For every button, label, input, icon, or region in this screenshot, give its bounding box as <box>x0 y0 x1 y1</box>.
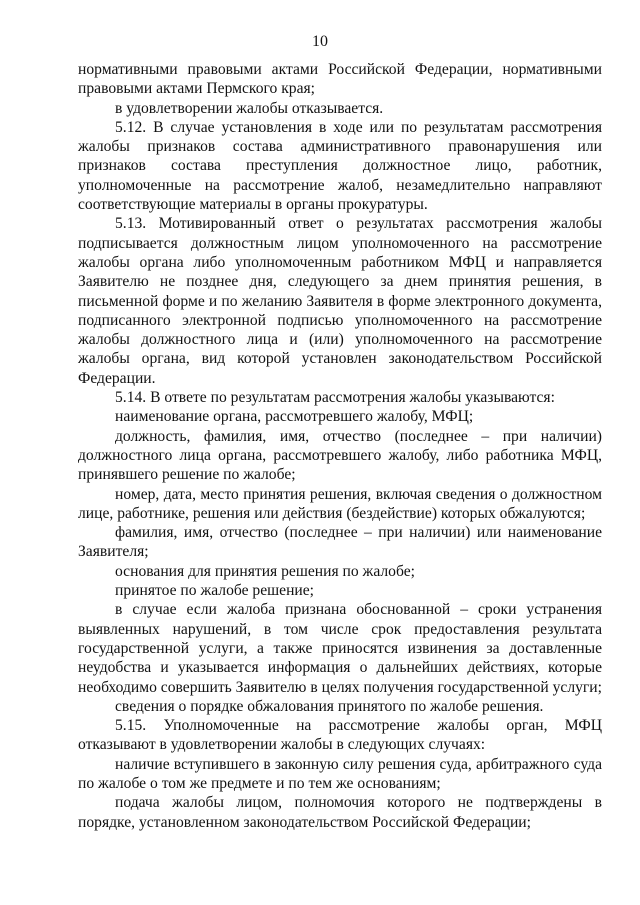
paragraph-5-14: 5.14. В ответе по результатам рассмотрения жалобы указываются: <box>115 389 555 407</box>
paragraph: в удовлетворении жалобы отказывается. <box>115 99 384 117</box>
paragraph: подача жалобы лицом, полномочия которого не подтверждены в порядке, установленном законодательством Российской Федерации; <box>78 794 602 831</box>
paragraph: фамилия, имя, отчество (последнее – при наличии) или наименование Заявителя; <box>78 524 602 561</box>
paragraph: наличие вступившего в законную силу решения суда, арбитражного суда по жалобе о том же предмете и по тем же основаниям; <box>78 755 602 792</box>
paragraph-5-13: 5.13. Мотивированный ответ о результатах рассмотрения жалобы подписывается должностным лицом уполномоченного на рассмотрение жалобы органа либо уполномоченным работником МФЦ и направляется Заявителю не позднее дня, следующего за днем принятия решения, в письменной форме и по желанию Заявителя в форме электронного документа, подписанного электронной подписью уполномоченного на рассмотрение жалобы должностного лица и (или) уполномоченного на рассмотрение жалобы органа, вид которой установлен законодательством Российской Федерации. <box>78 215 602 387</box>
paragraph: сведения о порядке обжалования принятого по жалобе решения. <box>115 697 544 715</box>
paragraph-5-12: 5.12. В случае установления в ходе или по результатам рассмотрения жалобы признаков состава административного правонарушения или признаков состава преступления должностное лицо, работник, уполномоченные на рассмотрение жалоб, незамедлительно направляют соответствующие материалы в органы прокуратуры. <box>78 118 602 214</box>
document-body <box>78 60 602 832</box>
page-number: 10 <box>312 33 328 50</box>
paragraph: в случае если жалоба признана обоснованной – сроки устранения выявленных нарушений, в том числе срок предоставления результата государственной услуги, а также приносятся извинения за доставленные неудобства и указывается информация о дальнейших действиях, которые необходимо совершить Заявителю в целях получения государственной услуги; <box>78 601 602 696</box>
paragraph: должность, фамилия, имя, отчество (последнее – при наличии) должностного лица органа, рассмотревшего жалобу, либо работника МФЦ, принявшего решение по жалобе; <box>78 427 602 484</box>
paragraph: наименование органа, рассмотревшего жалобу, МФЦ; <box>115 408 474 426</box>
paragraph: номер, дата, место принятия решения, включая сведения о должностном лице, работнике, решения или действия (бездействие) которых обжалуются; <box>78 485 602 522</box>
paragraph-5-15: 5.15. Уполномоченные на рассмотрение жалобы орган, МФЦ отказывают в удовлетворении жалобы в следующих случаях: <box>78 717 602 754</box>
paragraph: принятое по жалобе решение; <box>115 582 315 600</box>
paragraph: основания для принятия решения по жалобе; <box>115 562 415 580</box>
paragraph: нормативными правовыми актами Российской Федерации, нормативными правовыми актами Пермского края; <box>78 61 602 98</box>
